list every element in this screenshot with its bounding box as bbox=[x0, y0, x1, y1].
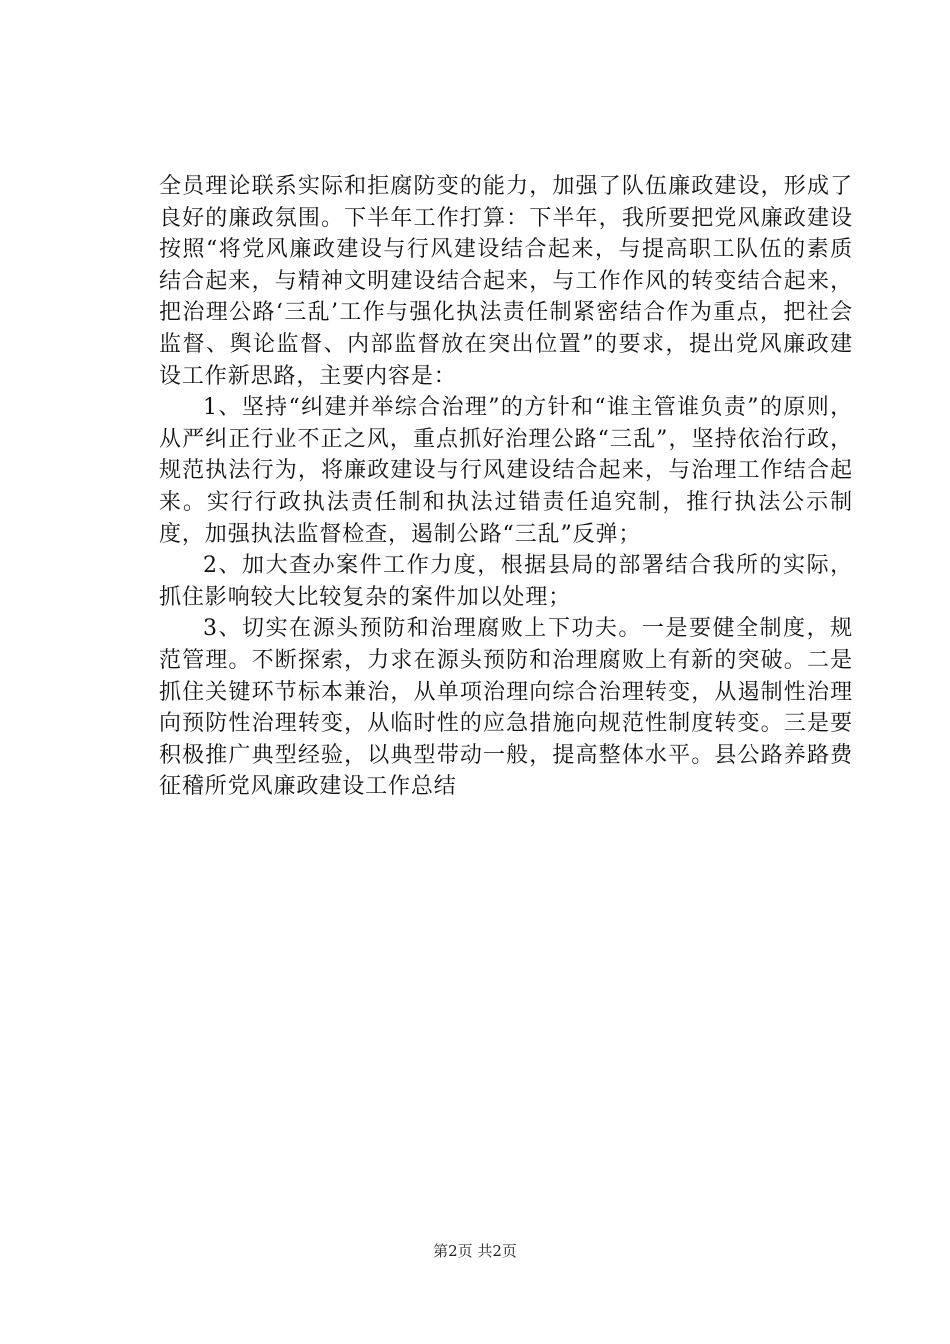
paragraph-item-2: 2、加大查办案件工作力度，根据县局的部署结合我所的实际，抓住影响较大比较复杂的案件加以处理； bbox=[159, 553, 853, 610]
paragraph-item-1: 1、坚持“纠建并举综合治理”的方针和“谁主管谁负责”的原则，从严纠正行业不正之风，重点抓好治理公路“三乱”，坚持依治行政，规范执法行为，将廉政建设与行风建设结合起来，与治理工作结合起来。实行行政执法责任制和执法过错责任追究制，推行执法公示制度，加强执法监督检查，遏制公路“三乱”反弹； bbox=[159, 395, 853, 547]
paragraph-item-3: 3、切实在源头预防和治理腐败上下功夫。一是要健全制度，规范管理。不断探索，力求在源头预防和治理腐败上有新的突破。二是抓住关键环节标本兼治，从单项治理向综合治理转变，从遏制性治理向预防性治理转变，从临时性的应急措施向规范性制度转变。三是要积极推广典型经验，以典型带动一般，提高整体水平。县公路养路费征稽所党风廉政建设工作总结 bbox=[159, 616, 853, 800]
page-footer: 第2页 共2页 bbox=[433, 1242, 517, 1260]
paragraph-continuation: 全员理论联系实际和拒腐防变的能力，加强了队伍廉政建设，形成了良好的廉政氛围。下半年工作打算：下半年，我所要把党风廉政建设按照“将党风廉政建设与行风建设结合起来，与提高职工队伍的素质结合起来，与精神文明建设结合起来，与工作作风的转变结合起来，把治理公路‘三乱’工作与强化执法责任制紧密结合作为重点，把社会监督、舆论监督、内部监督放在突出位置”的要求，提出党风廉政建设工作新思路，主要内容是： bbox=[159, 174, 853, 389]
document-body bbox=[159, 171, 853, 803]
